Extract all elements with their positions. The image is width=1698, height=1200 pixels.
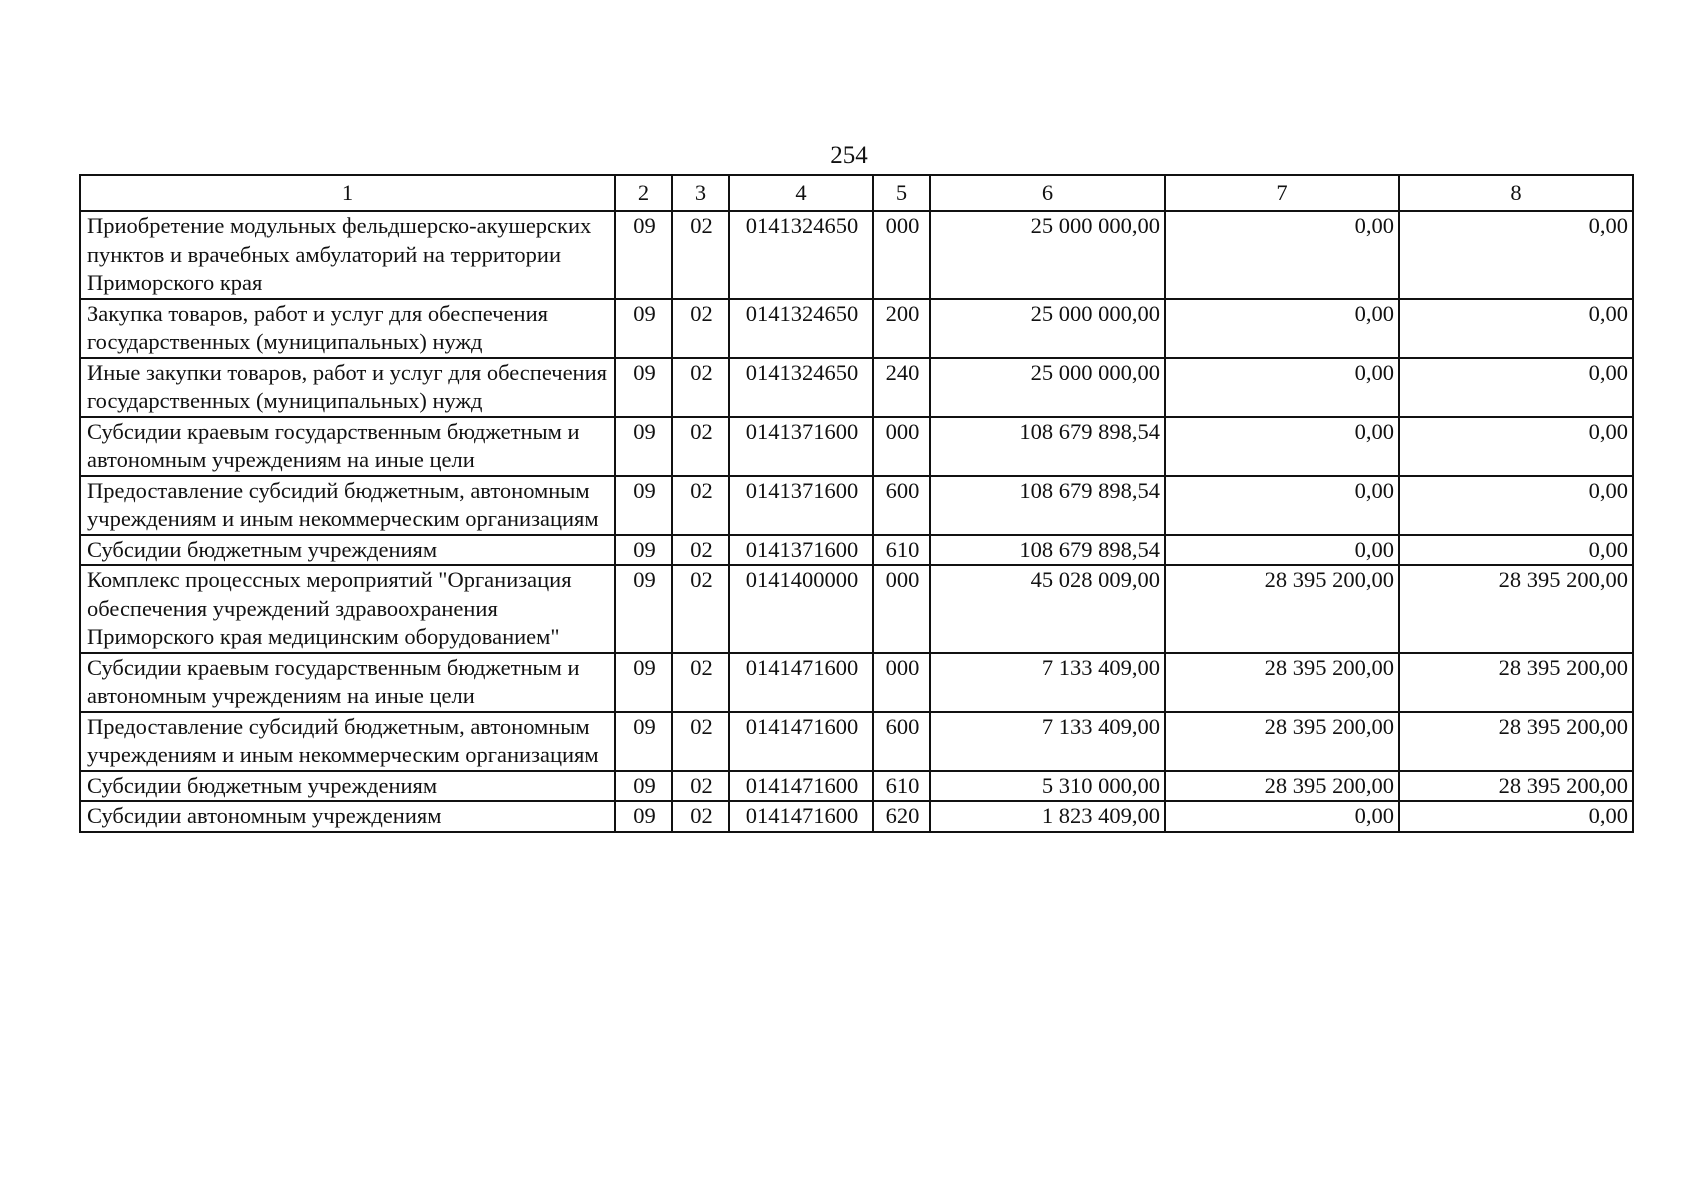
row-amount-col6: 25 000 000,00 — [930, 358, 1165, 417]
row-amount-col8: 0,00 — [1399, 801, 1633, 832]
row-amount-col8: 0,00 — [1399, 299, 1633, 358]
row-target-code: 0141471600 — [729, 653, 873, 712]
row-amount-col6: 1 823 409,00 — [930, 801, 1165, 832]
row-amount-col8: 0,00 — [1399, 358, 1633, 417]
row-name: Субсидии автономным учреждениям — [80, 801, 615, 832]
header-col-5: 5 — [873, 175, 930, 211]
row-subsection: 02 — [672, 299, 729, 358]
row-target-code: 0141400000 — [729, 565, 873, 653]
row-section: 09 — [615, 358, 672, 417]
table-row — [80, 358, 1633, 417]
row-amount-col8: 28 395 200,00 — [1399, 653, 1633, 712]
row-name: Приобретение модульных фельдшерско-акушерских пунктов и врачебных амбулаторий на территории Приморского края — [80, 211, 615, 299]
row-amount-col7: 0,00 — [1165, 801, 1399, 832]
row-section: 09 — [615, 801, 672, 832]
row-subsection: 02 — [672, 476, 729, 535]
row-expense-type: 000 — [873, 211, 930, 299]
row-section: 09 — [615, 476, 672, 535]
row-subsection: 02 — [672, 211, 729, 299]
row-subsection: 02 — [672, 801, 729, 832]
row-name: Субсидии краевым государственным бюджетным и автономным учреждениям на иные цели — [80, 417, 615, 476]
row-expense-type: 240 — [873, 358, 930, 417]
row-amount-col8: 28 395 200,00 — [1399, 771, 1633, 802]
row-expense-type: 610 — [873, 535, 930, 566]
row-section: 09 — [615, 211, 672, 299]
row-amount-col8: 0,00 — [1399, 211, 1633, 299]
row-target-code: 0141371600 — [729, 476, 873, 535]
row-expense-type: 000 — [873, 417, 930, 476]
row-subsection: 02 — [672, 653, 729, 712]
row-section: 09 — [615, 417, 672, 476]
row-amount-col6: 7 133 409,00 — [930, 712, 1165, 771]
row-section: 09 — [615, 565, 672, 653]
row-target-code: 0141324650 — [729, 299, 873, 358]
header-col-8: 8 — [1399, 175, 1633, 211]
row-amount-col7: 28 395 200,00 — [1165, 771, 1399, 802]
table-row — [80, 535, 1633, 566]
table-row — [80, 417, 1633, 476]
row-expense-type: 000 — [873, 565, 930, 653]
row-amount-col6: 108 679 898,54 — [930, 417, 1165, 476]
row-target-code: 0141371600 — [729, 417, 873, 476]
row-name: Субсидии бюджетным учреждениям — [80, 535, 615, 566]
row-amount-col6: 108 679 898,54 — [930, 476, 1165, 535]
row-name: Субсидии бюджетным учреждениям — [80, 771, 615, 802]
row-amount-col7: 0,00 — [1165, 535, 1399, 566]
page-number: 254 — [830, 142, 868, 169]
row-section: 09 — [615, 771, 672, 802]
row-target-code: 0141371600 — [729, 535, 873, 566]
row-target-code: 0141471600 — [729, 801, 873, 832]
table-row — [80, 476, 1633, 535]
table-header — [80, 175, 1633, 211]
budget-table — [79, 174, 1634, 833]
row-amount-col7: 28 395 200,00 — [1165, 653, 1399, 712]
row-section: 09 — [615, 535, 672, 566]
row-amount-col6: 25 000 000,00 — [930, 299, 1165, 358]
table-row — [80, 712, 1633, 771]
row-amount-col7: 0,00 — [1165, 358, 1399, 417]
row-subsection: 02 — [672, 565, 729, 653]
header-col-2: 2 — [615, 175, 672, 211]
table-row — [80, 299, 1633, 358]
row-amount-col7: 0,00 — [1165, 417, 1399, 476]
table-row — [80, 771, 1633, 802]
row-amount-col7: 0,00 — [1165, 476, 1399, 535]
row-amount-col6: 25 000 000,00 — [930, 211, 1165, 299]
header-col-3: 3 — [672, 175, 729, 211]
row-name: Комплекс процессных мероприятий "Организация обеспечения учреждений здравоохранения Приморского края медицинским оборудованием" — [80, 565, 615, 653]
table-row — [80, 653, 1633, 712]
table-body — [80, 211, 1633, 832]
row-subsection: 02 — [672, 712, 729, 771]
row-amount-col7: 28 395 200,00 — [1165, 565, 1399, 653]
row-amount-col8: 0,00 — [1399, 476, 1633, 535]
table-row — [80, 801, 1633, 832]
row-name: Иные закупки товаров, работ и услуг для обеспечения государственных (муниципальных) нужд — [80, 358, 615, 417]
row-subsection: 02 — [672, 535, 729, 566]
header-col-4: 4 — [729, 175, 873, 211]
row-name: Закупка товаров, работ и услуг для обеспечения государственных (муниципальных) нужд — [80, 299, 615, 358]
row-amount-col8: 0,00 — [1399, 535, 1633, 566]
row-expense-type: 620 — [873, 801, 930, 832]
row-subsection: 02 — [672, 771, 729, 802]
row-amount-col8: 28 395 200,00 — [1399, 565, 1633, 653]
row-expense-type: 600 — [873, 712, 930, 771]
row-target-code: 0141324650 — [729, 211, 873, 299]
row-expense-type: 200 — [873, 299, 930, 358]
row-amount-col7: 0,00 — [1165, 211, 1399, 299]
row-target-code: 0141471600 — [729, 771, 873, 802]
row-expense-type: 000 — [873, 653, 930, 712]
row-expense-type: 610 — [873, 771, 930, 802]
row-amount-col6: 7 133 409,00 — [930, 653, 1165, 712]
row-name: Предоставление субсидий бюджетным, автономным учреждениям и иным некоммерческим организациям — [80, 712, 615, 771]
row-amount-col8: 28 395 200,00 — [1399, 712, 1633, 771]
row-amount-col6: 5 310 000,00 — [930, 771, 1165, 802]
header-row — [80, 175, 1633, 211]
row-subsection: 02 — [672, 358, 729, 417]
header-col-6: 6 — [930, 175, 1165, 211]
table-row — [80, 211, 1633, 299]
header-col-1: 1 — [80, 175, 615, 211]
row-amount-col7: 0,00 — [1165, 299, 1399, 358]
row-name: Субсидии краевым государственным бюджетным и автономным учреждениям на иные цели — [80, 653, 615, 712]
row-section: 09 — [615, 653, 672, 712]
row-amount-col6: 108 679 898,54 — [930, 535, 1165, 566]
header-col-7: 7 — [1165, 175, 1399, 211]
row-name: Предоставление субсидий бюджетным, автономным учреждениям и иным некоммерческим организациям — [80, 476, 615, 535]
row-target-code: 0141471600 — [729, 712, 873, 771]
table-row — [80, 565, 1633, 653]
row-section: 09 — [615, 712, 672, 771]
row-amount-col6: 45 028 009,00 — [930, 565, 1165, 653]
row-expense-type: 600 — [873, 476, 930, 535]
row-subsection: 02 — [672, 417, 729, 476]
row-amount-col7: 28 395 200,00 — [1165, 712, 1399, 771]
row-target-code: 0141324650 — [729, 358, 873, 417]
row-amount-col8: 0,00 — [1399, 417, 1633, 476]
row-section: 09 — [615, 299, 672, 358]
